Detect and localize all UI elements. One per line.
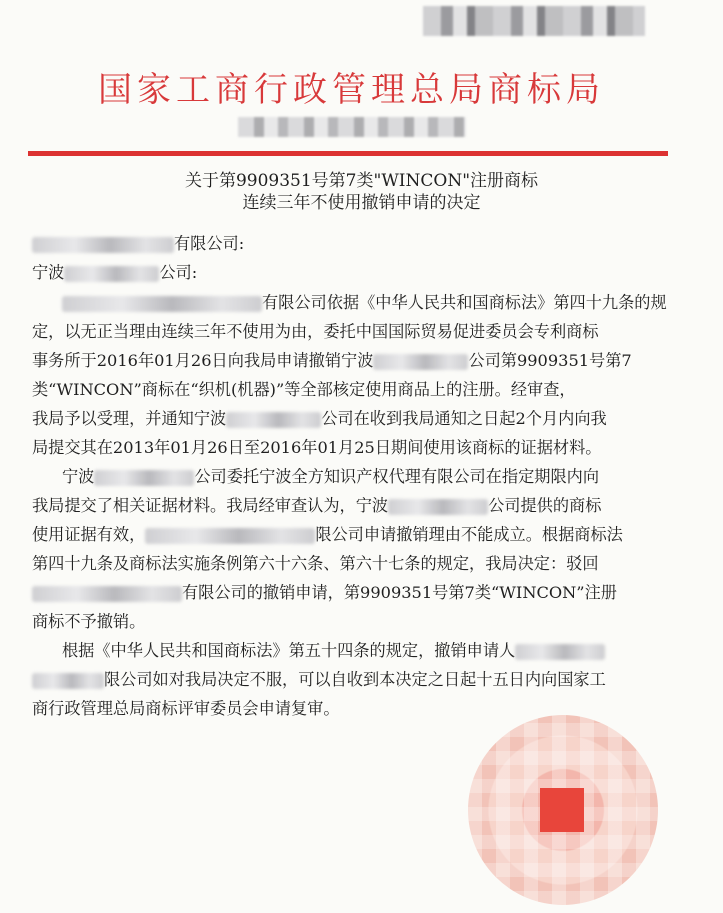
redacted-name [515,644,605,660]
paragraph-3-line-3: 商行政管理总局商标评审委员会申请复审。 [32,699,340,718]
paragraph-2-line-2: 我局提交了相关证据材料。我局经审查认为，宁波 公司提供的商标 [32,496,602,515]
redacted-name [64,266,159,282]
paragraph-1-line-1: 有限公司依据《中华人民共和国商标法》第四十九条的规 [32,292,692,314]
redacted-header-info [423,6,645,36]
paragraph-1-line-4: 类“WINCON”商标在“织机(机器)”等全部核定使用商品上的注册。经审查， [32,380,576,399]
redacted-name [62,296,262,312]
redacted-name [388,499,488,515]
paragraph-2-line-5: 有限公司的撤销申请，第9909351号第7类“WINCON”注册 [32,582,692,604]
paragraph-1-line-3: 事务所于2016年01月26日向我局申请撤销宁波 公司第9909351号第7 [32,351,632,370]
redacted-doc-number [238,117,466,137]
paragraph-2-line-3: 使用证据有效， 限公司申请撤销理由不能成立。根据商标法 [32,525,623,544]
paragraph-2-line-1: 宁波 公司委托宁波全方知识产权代理有限公司在指定期限内向 [62,467,600,486]
paragraph-1-line-2: 定，以无正当理由连续三年不使用为由，委托中国国际贸易促进委员会专利商标 [32,322,599,341]
paragraph-2-line-4: 第四十九条及商标法实施条例第六十六条、第六十七条的规定，我局决定：驳回 [32,554,599,573]
redacted-name [226,412,321,428]
addressee-1: 有限公司: [32,233,692,255]
paragraph-1-line-5: 我局予以受理，并通知宁波 公司在收到我局通知之日起2个月内向我 [32,409,607,428]
redacted-name [94,470,194,486]
redacted-name [373,354,468,370]
document-title-line2: 连续三年不使用撤销申请的决定 [242,193,481,213]
red-divider [28,151,668,156]
paragraph-2-line-6: 商标不予撤销。 [32,612,146,631]
redacted-name [145,528,315,544]
document-title-line1: 关于第9909351号第7类"WINCON"注册商标 [184,171,539,191]
office-title: 国家工商行政管理总局商标局 [98,70,605,110]
paragraph-1-line-6: 局提交其在2013年01月26日至2016年01月25日期间使用该商标的证据材料。 [32,438,602,457]
official-seal-center [540,788,584,832]
paragraph-3-line-2: 限公司如对我局决定不服，可以自收到本决定之日起十五日内向国家工 [32,669,692,691]
redacted-name [32,586,182,602]
addressee-2: 宁波 公司: [32,263,198,282]
redacted-name [32,237,174,253]
paragraph-3-line-1: 根据《中华人民共和国商标法》第五十四条的规定，撤销申请人 [32,640,692,662]
redacted-name [32,673,104,689]
